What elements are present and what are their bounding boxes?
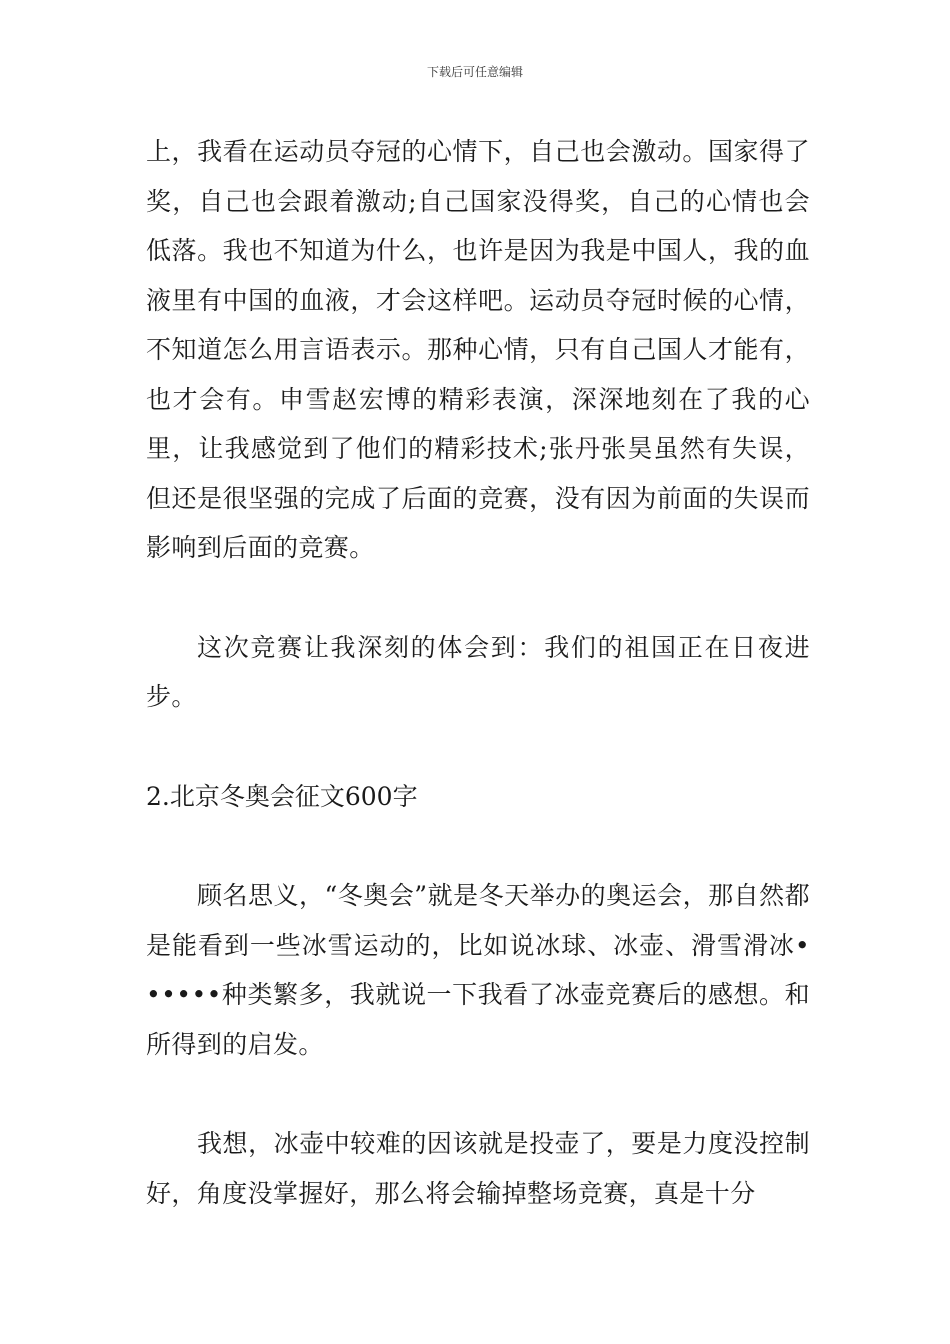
page-header-note: 下载后可任意编辑 [426, 65, 523, 79]
document-body [146, 127, 810, 1218]
paragraph-gap [146, 722, 810, 772]
paragraph-progress: 这次竞赛让我深刻的体会到：我们的祖国正在日夜进步。 [146, 632, 810, 711]
paragraph-gap [146, 821, 810, 871]
paragraph-gap [146, 573, 810, 623]
section-heading: 2.北京冬奥会征文600字 [146, 781, 418, 811]
paragraph-intro: 顾名思义，“冬奥会”就是冬天举办的奥运会，那自然都是能看到一些冰雪运动的，比如说冰球、冰壶、滑雪滑冰••••••种类繁多，我就说一下我看了冰壶竞赛后的感想。和所得到的启发。 [146, 881, 810, 1059]
paragraph-continued: 上，我看在运动员夺冠的心情下，自己也会激动。国家得了奖，自己也会跟着激动;自己国家没得奖，自己的心情也会低落。我也不知道为什么，也许是因为我是中国人，我的血液里有中国的血液，才会这样吧。运动员夺冠时候的心情，不知道怎么用言语表示。那种心情，只有自己国人才能有，也才会有。申雪赵宏博的精彩表演，深深地刻在了我的心里，让我感觉到了他们的精彩技术;张丹张昊虽然有失误，但还是很坚强的完成了后面的竞赛，没有因为前面的失误而影响到后面的竞赛。 [146, 137, 810, 562]
paragraph-curling: 我想，冰壶中较难的因该就是投壶了，要是力度没控制好，角度没掌握好，那么将会输掉整场竞赛，真是十分 [146, 1129, 810, 1208]
paragraph-gap [146, 1069, 810, 1119]
